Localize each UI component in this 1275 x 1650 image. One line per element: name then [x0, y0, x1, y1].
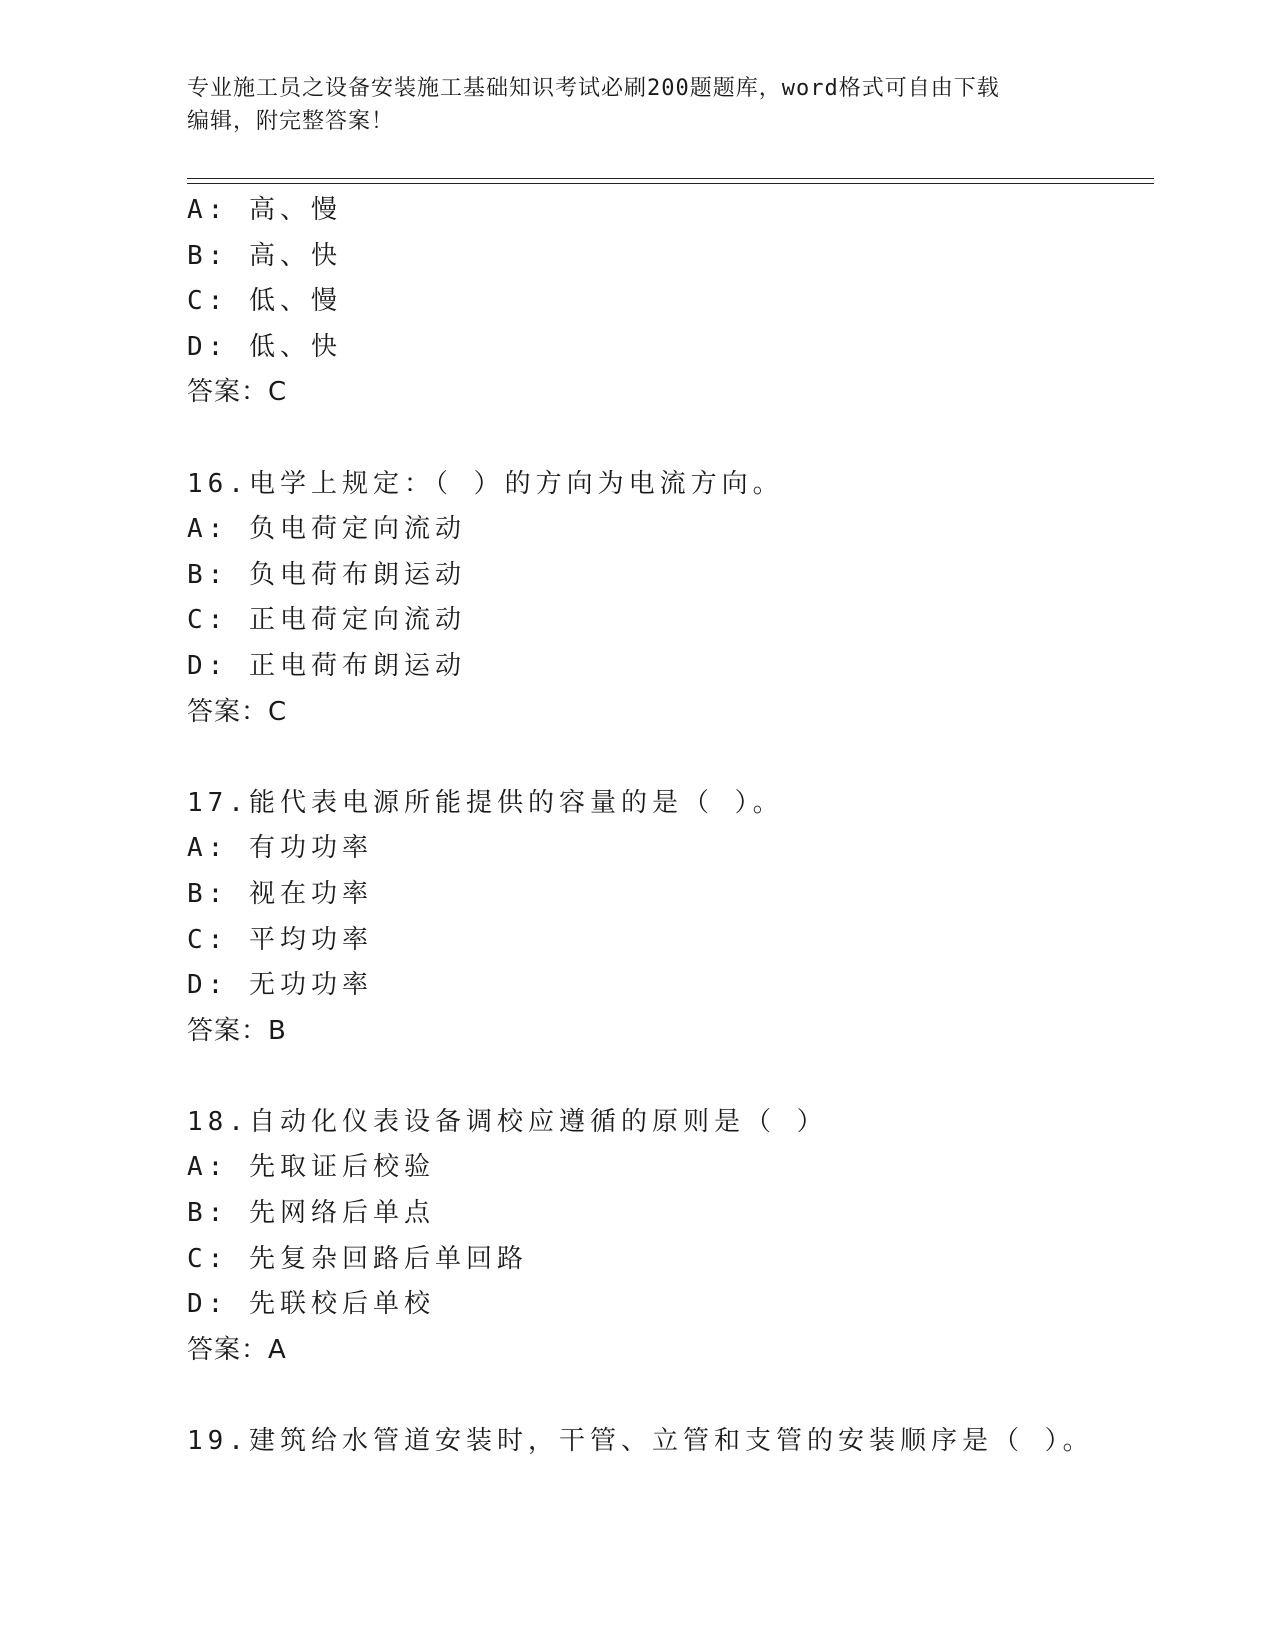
answer-line: 答案：A — [187, 1334, 287, 1365]
option-b: B: 高、快 — [187, 240, 342, 271]
option-a: A: 有功功率 — [187, 833, 373, 864]
question-stem: 19.建筑给水管道安装时，干管、立管和支管的安装顺序是（ ）。 — [187, 1426, 1094, 1457]
answer-line: 答案：C — [187, 696, 288, 727]
option-c: C: 低、慢 — [187, 286, 342, 317]
question-stem: 16.电学上规定：（ ）的方向为电流方向。 — [187, 468, 784, 499]
option-d: D: 正电荷布朗运动 — [187, 650, 466, 681]
option-b: B: 先网络后单点 — [187, 1198, 435, 1229]
spacer — [187, 1054, 1157, 1100]
option-a: A: 负电荷定向流动 — [187, 514, 466, 545]
question-15-continued — [187, 188, 1157, 416]
option-c: C: 先复杂回路后单回路 — [187, 1243, 528, 1274]
spacer — [187, 1373, 1157, 1419]
header-divider-top — [187, 178, 1154, 179]
header-divider-bottom — [187, 183, 1154, 184]
document-header — [187, 72, 1087, 138]
option-d: D: 先联校后单校 — [187, 1289, 435, 1320]
question-16 — [187, 462, 1157, 736]
option-d: D: 低、快 — [187, 331, 342, 362]
question-list — [187, 188, 1157, 1465]
question-19 — [187, 1419, 1157, 1465]
header-line-2: 编辑，附完整答案！ — [187, 109, 395, 134]
option-d: D: 无功功率 — [187, 970, 373, 1001]
answer-line: 答案：C — [187, 377, 288, 408]
answer-line: 答案：B — [187, 1015, 287, 1046]
question-stem: 18.自动化仪表设备调校应遵循的原则是（ ） — [187, 1106, 828, 1137]
option-a: A: 高、慢 — [187, 195, 342, 225]
spacer — [187, 416, 1157, 462]
option-c: C: 平均功率 — [187, 924, 373, 955]
option-c: C: 正电荷定向流动 — [187, 605, 466, 636]
spacer — [187, 735, 1157, 781]
header-line-1: 专业施工员之设备安装施工基础知识考试必刷200题题库，word格式可自由下载 — [187, 76, 1000, 101]
question-18 — [187, 1100, 1157, 1374]
option-a: A: 先取证后校验 — [187, 1152, 435, 1183]
question-17 — [187, 781, 1157, 1055]
question-stem: 17.能代表电源所能提供的容量的是（ ）。 — [187, 787, 784, 818]
option-b: B: 视在功率 — [187, 878, 373, 909]
option-b: B: 负电荷布朗运动 — [187, 559, 466, 590]
